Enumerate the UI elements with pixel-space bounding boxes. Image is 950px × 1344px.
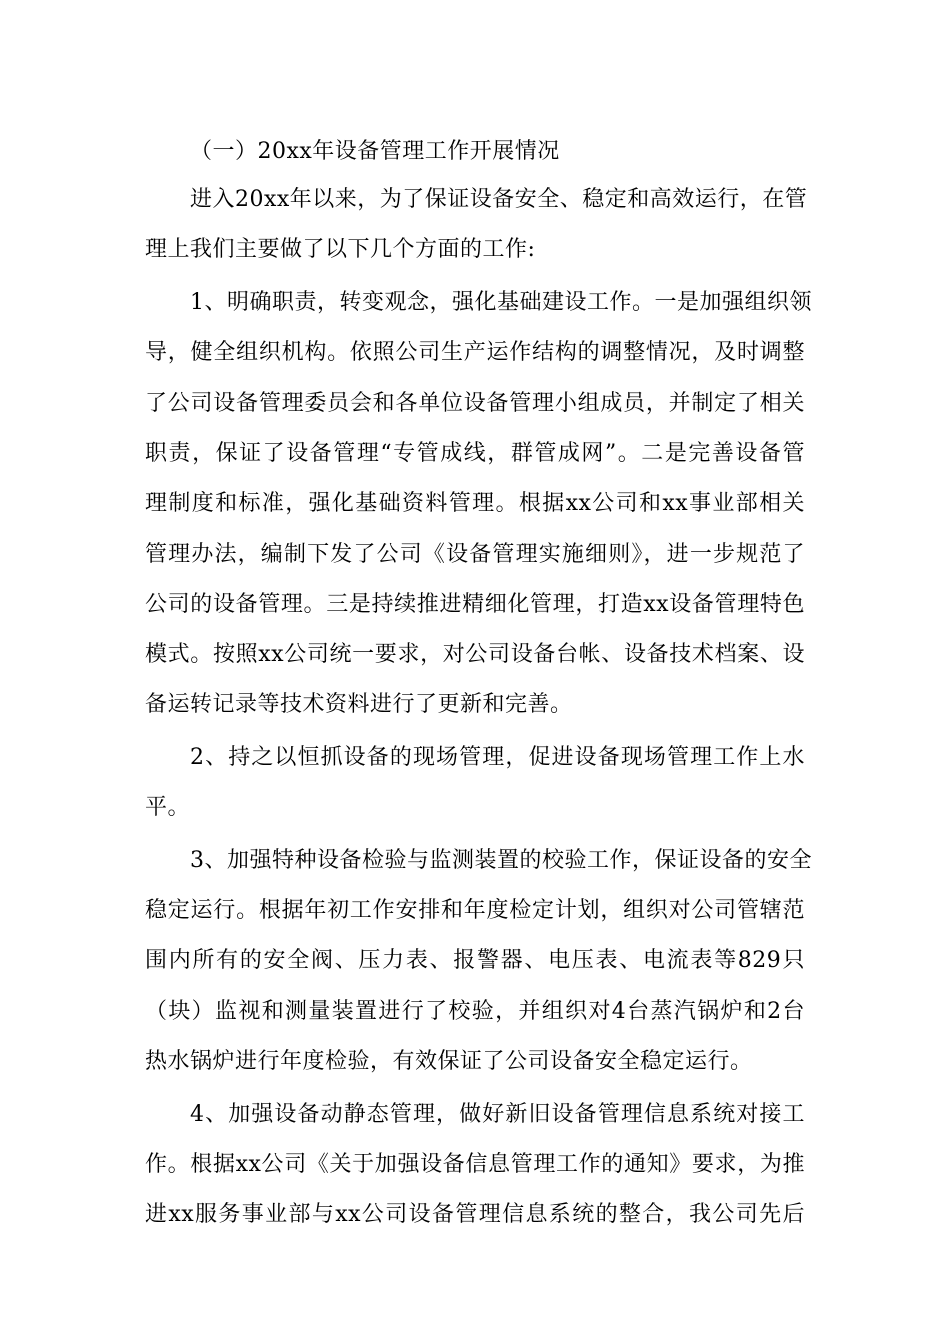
text-line: 作。根据xx公司《关于加强设备信息管理工作的通知》要求，为推 bbox=[145, 1152, 805, 1177]
text-line: 平。 bbox=[145, 795, 191, 820]
text-line: 进xx服务事业部与xx公司设备管理信息系统的整合，我公司先后 bbox=[145, 1202, 805, 1227]
text-line: 热水锅炉进行年度检验，有效保证了公司设备安全稳定运行。 bbox=[145, 1049, 753, 1074]
text-line: 3、加强特种设备检验与监测装置的校验工作，保证设备的安全 bbox=[190, 848, 812, 873]
text-line: 模式。按照xx公司统一要求，对公司设备台帐、设备技术档案、设 bbox=[145, 642, 805, 667]
text-line: 公司的设备管理。三是持续推进精细化管理，打造xx设备管理特色 bbox=[145, 592, 805, 617]
text-line: 1、明确职责，转变观念，强化基础建设工作。一是加强组织领 bbox=[190, 290, 812, 315]
text-line: 进入20xx年以来，为了保证设备安全、稳定和高效运行，在管 bbox=[190, 187, 808, 212]
text-line: 稳定运行。根据年初工作安排和年度检定计划，组织对公司管辖范 bbox=[145, 898, 805, 923]
text-line: 备运转记录等技术资料进行了更新和完善。 bbox=[145, 692, 573, 717]
text-line: 2、持之以恒抓设备的现场管理，促进设备现场管理工作上水 bbox=[190, 745, 805, 770]
section-heading: （一）20xx年设备管理工作开展情况 bbox=[190, 139, 560, 164]
text-line: 职责，保证了设备管理“专管成线，群管成网”。二是完善设备管 bbox=[145, 441, 805, 466]
text-line: 管理办法，编制下发了公司《设备管理实施细则》，进一步规范了 bbox=[145, 542, 805, 567]
text-line: 4、加强设备动静态管理，做好新旧设备管理信息系统对接工 bbox=[190, 1102, 805, 1127]
text-line: 理制度和标准，强化基础资料管理。根据xx公司和xx事业部相关 bbox=[145, 491, 805, 516]
text-line: （块）监视和测量装置进行了校验，并组织对4台蒸汽锅炉和2台 bbox=[145, 999, 805, 1024]
text-line: 导，健全组织机构。依照公司生产运作结构的调整情况，及时调整 bbox=[145, 340, 805, 365]
text-line: 了公司设备管理委员会和各单位设备管理小组成员，并制定了相关 bbox=[145, 391, 805, 416]
text-line: 围内所有的安全阀、压力表、报警器、电压表、电流表等829只 bbox=[145, 948, 805, 973]
text-line: 理上我们主要做了以下几个方面的工作: bbox=[145, 237, 536, 262]
